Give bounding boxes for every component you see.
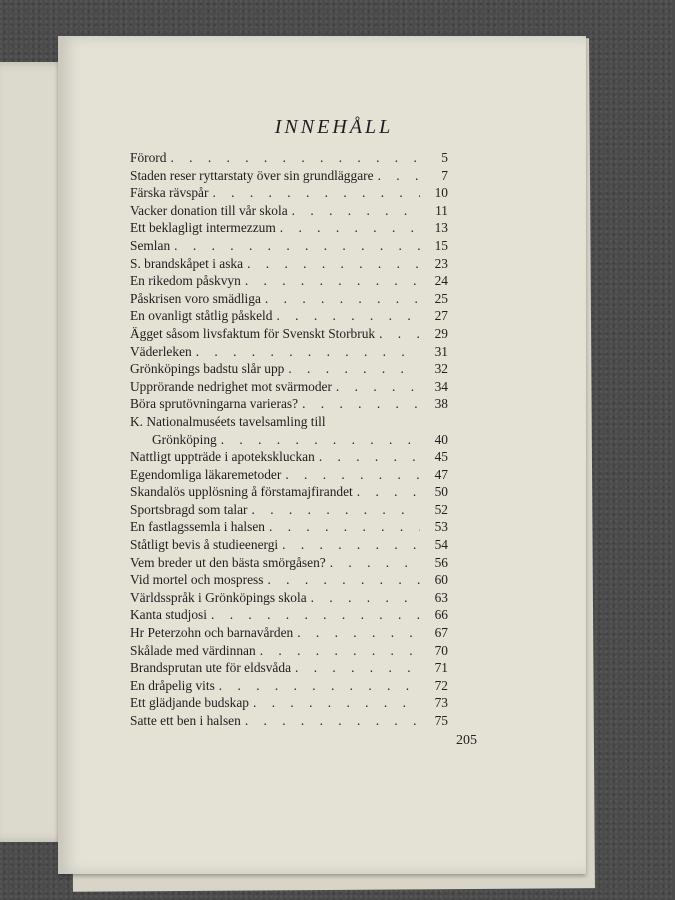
leader-dots bbox=[357, 483, 420, 501]
leader-dots bbox=[378, 167, 420, 185]
leader-dots bbox=[288, 360, 420, 378]
leader-dots bbox=[336, 378, 420, 396]
toc-entry-title: Semlan bbox=[130, 237, 171, 253]
toc-entry bbox=[130, 272, 448, 290]
leader-dots bbox=[267, 571, 420, 589]
leader-dots bbox=[196, 343, 420, 361]
toc-entry bbox=[130, 501, 448, 519]
toc-entry-title: Vid mortel och mospress bbox=[130, 572, 264, 588]
leader-dots bbox=[295, 659, 420, 677]
toc-entry-page: 54 bbox=[434, 537, 448, 553]
toc-entry-title-continued: Grönköping bbox=[152, 431, 217, 447]
toc-entry bbox=[130, 448, 448, 466]
toc-entry bbox=[130, 378, 448, 396]
toc-entry-page: 38 bbox=[434, 396, 448, 412]
toc-entry-page: 66 bbox=[434, 607, 448, 623]
toc-entry-page: 23 bbox=[434, 255, 448, 271]
toc-entry bbox=[130, 395, 448, 413]
toc-entry bbox=[130, 589, 448, 607]
toc-entry bbox=[130, 325, 448, 343]
toc-entry-title: Brandsprutan ute för eldsvåda bbox=[130, 660, 292, 676]
toc-entry-title: Vem breder ut den bästa smörgåsen? bbox=[130, 554, 326, 570]
leader-dots bbox=[379, 325, 420, 343]
leader-dots bbox=[292, 202, 420, 220]
toc-entry-page: 63 bbox=[434, 589, 448, 605]
toc-entry bbox=[130, 255, 448, 273]
toc-entry bbox=[130, 677, 448, 695]
toc-entry-title: Ägget såsom livsfaktum för Svenskt Storbruk bbox=[130, 325, 376, 341]
toc-entry bbox=[130, 659, 448, 677]
toc-entry-title: Hr Peterzohn och barnavården bbox=[130, 625, 294, 641]
toc-entry bbox=[130, 466, 448, 484]
page-number: 205 bbox=[456, 733, 477, 748]
toc-entry-title: Vacker donation till vår skola bbox=[130, 202, 288, 218]
toc-entry-title: Satte ett ben i halsen bbox=[130, 713, 241, 728]
toc-entry-title: En ovanligt ståtlig påskeld bbox=[130, 308, 273, 324]
toc-entry bbox=[130, 237, 448, 255]
leader-dots bbox=[302, 395, 420, 413]
leader-dots bbox=[280, 219, 420, 237]
toc-entry bbox=[130, 642, 448, 660]
toc-entry-page: 29 bbox=[434, 325, 448, 341]
toc-entry bbox=[130, 571, 448, 589]
toc-entry-title: Ett beklagligt intermezzum bbox=[130, 220, 276, 236]
leader-dots bbox=[297, 624, 420, 642]
leader-dots bbox=[174, 237, 420, 255]
toc-entry-page: 70 bbox=[434, 642, 448, 658]
toc-entry-page: 47 bbox=[434, 466, 448, 482]
toc-entry-page: 11 bbox=[435, 202, 448, 218]
toc-entry-page: 40 bbox=[434, 431, 448, 447]
toc-entry-title: Väderleken bbox=[130, 343, 192, 359]
toc-entry bbox=[130, 554, 448, 572]
leader-dots bbox=[276, 307, 420, 325]
toc-entry bbox=[130, 413, 448, 448]
toc-entry-page: 72 bbox=[434, 677, 448, 693]
toc-entry-title: Staden reser ryttarstaty över sin grundläggare bbox=[130, 167, 374, 183]
leader-dots bbox=[285, 466, 420, 484]
leader-dots bbox=[282, 536, 420, 554]
toc-title: INNEHÅLL bbox=[274, 116, 394, 138]
toc-entry-page: 13 bbox=[434, 220, 448, 236]
toc-entry bbox=[130, 360, 448, 378]
toc-entry-page: 24 bbox=[434, 273, 448, 289]
toc-entry-page: 5 bbox=[441, 150, 448, 165]
toc-entry-page: 45 bbox=[434, 449, 448, 465]
toc-entry-title: Kanta studjosi bbox=[130, 607, 207, 623]
toc-entry-title: Böra sprutövningarna varieras? bbox=[130, 396, 299, 412]
leader-dots bbox=[265, 290, 420, 308]
toc-entry-page: 50 bbox=[434, 484, 448, 500]
toc-entry bbox=[130, 307, 448, 325]
toc-entry-title: Skålade med värdinnan bbox=[130, 642, 256, 658]
toc-entry-page: 60 bbox=[434, 572, 448, 588]
toc-entry bbox=[130, 536, 448, 554]
toc-entry-title: Förord bbox=[130, 150, 167, 165]
toc-entry-title: Upprörande nedrighet mot svärmoder bbox=[130, 378, 332, 394]
toc-entry-title: En dråpelig vits bbox=[130, 677, 215, 693]
leader-dots bbox=[170, 149, 420, 167]
toc-entry bbox=[130, 202, 448, 220]
toc-entry-page: 15 bbox=[434, 237, 448, 253]
toc-entry bbox=[130, 694, 448, 712]
leader-dots bbox=[269, 518, 420, 536]
toc-entry-page: 71 bbox=[434, 660, 448, 676]
toc-entry bbox=[130, 167, 448, 185]
toc-entry-page: 7 bbox=[441, 167, 448, 183]
leader-dots bbox=[212, 184, 420, 202]
leader-dots bbox=[260, 642, 420, 660]
leader-dots bbox=[319, 448, 420, 466]
toc-entry bbox=[130, 343, 448, 361]
leader-dots bbox=[252, 501, 420, 519]
toc-entry-page: 32 bbox=[434, 361, 448, 377]
toc-entry-page: 56 bbox=[434, 554, 448, 570]
toc-entry-page: 27 bbox=[434, 308, 448, 324]
toc-list bbox=[130, 149, 448, 730]
toc-entry-title: Ståtligt bevis å studieenergi bbox=[130, 537, 279, 553]
toc-entry-title: En fastlagssemla i halsen bbox=[130, 519, 265, 535]
toc-entry-page: 73 bbox=[434, 695, 448, 711]
leader-dots bbox=[221, 431, 420, 449]
book-page bbox=[58, 36, 586, 874]
toc-entry bbox=[130, 149, 448, 167]
toc-entry-page: 31 bbox=[434, 343, 448, 359]
toc-entry bbox=[130, 712, 448, 730]
toc-entry-page: 53 bbox=[434, 519, 448, 535]
toc-entry bbox=[130, 518, 448, 536]
toc-entry-title: En rikedom påskvyn bbox=[130, 273, 241, 289]
toc-entry-title: K. Nationalmuséets tavelsamling till bbox=[130, 413, 326, 429]
toc-entry-page: 34 bbox=[434, 378, 448, 394]
leader-dots bbox=[211, 606, 420, 624]
toc-entry-title: Världsspråk i Grönköpings skola bbox=[130, 589, 307, 605]
leader-dots bbox=[219, 677, 420, 695]
toc-entry bbox=[130, 606, 448, 624]
toc-entry bbox=[130, 290, 448, 308]
toc-entry bbox=[130, 624, 448, 642]
toc-entry-title: Nattligt uppträde i apotekskluckan bbox=[130, 449, 315, 465]
toc-entry-page: 75 bbox=[434, 713, 448, 728]
toc-entry-page: 67 bbox=[434, 625, 448, 641]
leader-dots bbox=[245, 272, 420, 290]
toc-entry-title: Sportsbragd som talar bbox=[130, 501, 248, 517]
toc-entry-title: Färska rävspår bbox=[130, 185, 209, 201]
leader-dots bbox=[253, 694, 420, 712]
leader-dots bbox=[247, 255, 420, 273]
toc-entry-page: 10 bbox=[434, 185, 448, 201]
leader-dots bbox=[311, 589, 420, 607]
toc-entry-page: 52 bbox=[434, 501, 448, 517]
leader-dots bbox=[245, 712, 420, 730]
toc-entry bbox=[130, 184, 448, 202]
leader-dots bbox=[330, 554, 420, 572]
toc-entry-page: 25 bbox=[434, 290, 448, 306]
toc-entry bbox=[130, 219, 448, 237]
toc-entry bbox=[130, 483, 448, 501]
toc-entry-title: S. brandskåpet i aska bbox=[130, 255, 244, 271]
toc-entry-title: Egendomliga läkaremetoder bbox=[130, 466, 282, 482]
toc-entry-title: Skandalös upplösning å förstamajfirandet bbox=[130, 484, 353, 500]
toc-entry-title: Grönköpings badstu slår upp bbox=[130, 361, 285, 377]
toc-entry-title: Påskrisen voro smädliga bbox=[130, 290, 261, 306]
toc-entry-title: Ett glädjande budskap bbox=[130, 695, 249, 711]
